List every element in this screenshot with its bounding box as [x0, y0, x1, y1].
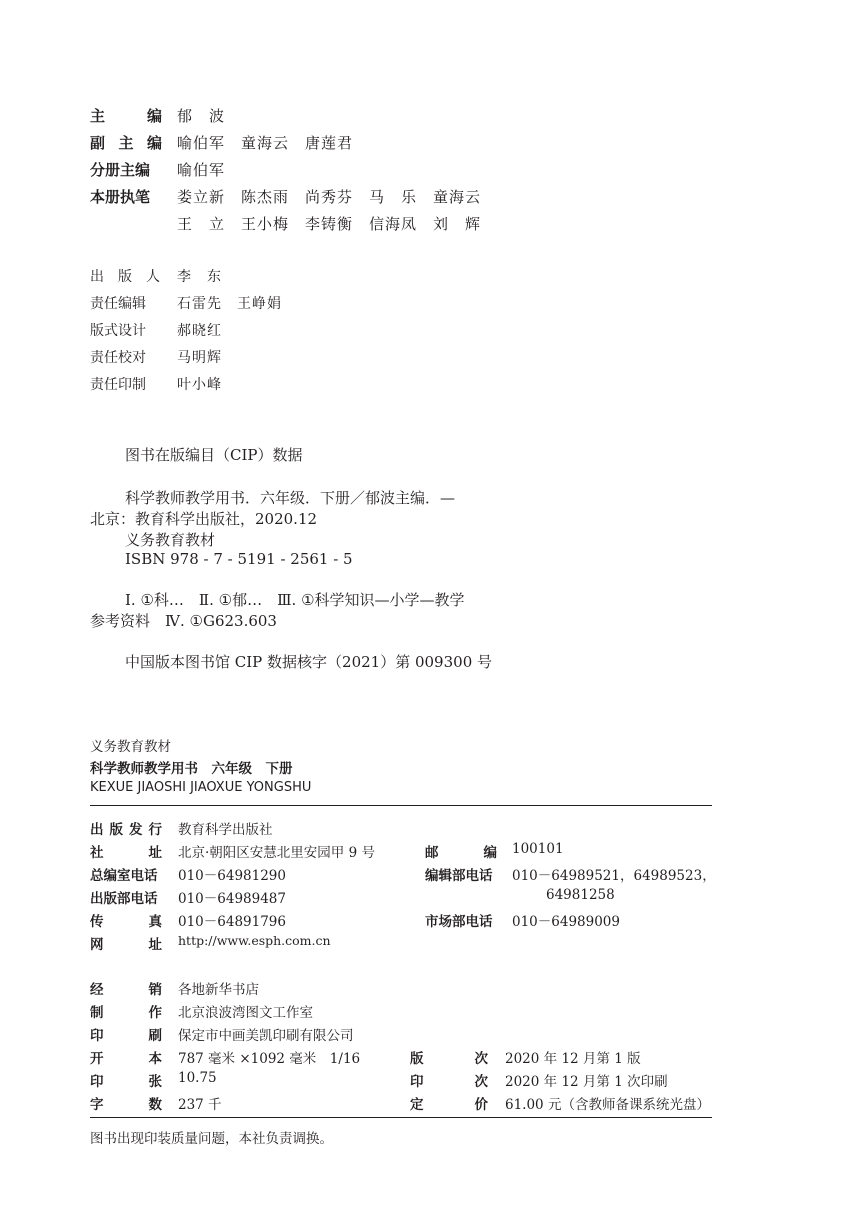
staff-names-proofreader: 马明辉 [177, 350, 222, 366]
credit-role-deputy-editor: 副 主 编 [90, 134, 162, 152]
book-series: 义务教育教材 [90, 739, 171, 755]
address-value: 北京·朝阳区安慧北里安园甲 9 号 [178, 845, 375, 861]
pub-dept-tel-value: 010－64989487 [178, 891, 286, 907]
cip-line-1: 科学教师教学用书．六年级．下册／郁波主编．— [125, 489, 456, 507]
fax-label: 传 真 [90, 914, 162, 930]
impression-value: 2020 年 12 月第 1 次印刷 [505, 1074, 668, 1090]
postcode-value: 100101 [512, 841, 564, 857]
edition-label: 版 次 [410, 1051, 488, 1067]
staff-names-editor: 石雷先 王峥娟 [177, 296, 282, 312]
postcode-label: 邮 编 [425, 845, 497, 861]
impression-label: 印 次 [410, 1074, 488, 1090]
address-label: 社 址 [90, 845, 162, 861]
credit-role-chief-editor: 主 编 [90, 107, 162, 125]
staff-names-printing: 叶小峰 [177, 377, 222, 393]
staff-role-publisher: 出 版 人 [90, 269, 160, 285]
staff-role-layout: 版式设计 [90, 323, 146, 339]
book-title: 科学教师教学用书 六年级 下册 [90, 761, 293, 777]
pub-dept-tel-label: 出版部电话 [90, 891, 158, 907]
credit-names-deputy-editor: 喻伯军 童海云 唐莲君 [177, 134, 354, 152]
cip-line-6: 参考资料 Ⅳ. ①G623.603 [90, 612, 277, 630]
staff-names-layout: 郝晓红 [177, 323, 222, 339]
price-value: 61.00 元（含教师备课系统光盘） [505, 1097, 710, 1113]
print-value: 保定市中画美凯印刷有限公司 [178, 1028, 354, 1044]
credit-names-authors-line1: 娄立新 陈杰雨 尚秀芬 马 乐 童海云 [177, 188, 482, 206]
cip-line-3: 义务教育教材 [125, 531, 216, 549]
publish-label: 出 版 发 行 [90, 822, 162, 838]
footer-notice: 图书出现印装质量问题，本社负责调换。 [90, 1131, 333, 1147]
market-tel-value: 010－64989009 [512, 914, 620, 930]
credit-role-volume-editor: 分册主编 [90, 161, 151, 179]
edition-value: 2020 年 12 月第 1 版 [505, 1051, 641, 1067]
publish-value: 教育科学出版社 [178, 822, 273, 838]
price-label: 定 价 [410, 1097, 488, 1113]
format-label: 开 本 [90, 1051, 162, 1067]
sheets-label: 印 张 [90, 1074, 162, 1090]
cip-line-5: Ⅰ. ①科… Ⅱ. ①郁… Ⅲ. ①科学知识—小学—教学 [125, 591, 465, 609]
office-tel-label: 总编室电话 [90, 868, 158, 884]
dist-label: 经 销 [90, 982, 162, 998]
book-pinyin: KEXUE JIAOSHI JIAOXUE YONGSHU [90, 780, 312, 795]
divider-top [90, 805, 712, 806]
print-label: 印 刷 [90, 1028, 162, 1044]
words-label: 字 数 [90, 1097, 162, 1113]
market-tel-label: 市场部电话 [425, 914, 493, 930]
credit-names-volume-editor: 喻伯军 [177, 161, 226, 179]
make-value: 北京浪波湾图文工作室 [178, 1005, 313, 1021]
staff-names-publisher: 李 东 [177, 269, 222, 285]
divider-bottom [90, 1117, 712, 1118]
web-value[interactable]: http://www.esph.com.cn [178, 933, 331, 948]
words-value: 237 千 [178, 1097, 222, 1113]
editorial-tel-value-2: 64981258 [546, 887, 615, 903]
staff-role-proofreader: 责任校对 [90, 350, 146, 366]
web-label: 网 址 [90, 937, 162, 953]
cip-line-7: 中国版本图书馆 CIP 数据核字（2021）第 009300 号 [125, 653, 493, 671]
staff-role-editor: 责任编辑 [90, 296, 146, 312]
sheets-value: 10.75 [178, 1070, 217, 1086]
office-tel-value: 010－64981290 [178, 868, 286, 884]
credit-names-chief-editor: 郁 波 [177, 107, 226, 125]
format-value: 787 毫米 ×1092 毫米 1/16 [178, 1051, 361, 1067]
credit-names-authors-line2: 王 立 王小梅 李铸衡 信海凤 刘 辉 [177, 215, 482, 233]
cip-line-2: 北京：教育科学出版社，2020.12 [90, 510, 318, 528]
fax-value: 010－64891796 [178, 914, 286, 930]
editorial-tel-label: 编辑部电话 [425, 868, 493, 884]
staff-role-printing: 责任印制 [90, 377, 146, 393]
cip-line-4: ISBN 978 - 7 - 5191 - 2561 - 5 [125, 550, 353, 568]
cip-heading: 图书在版编目（CIP）数据 [125, 446, 303, 464]
credit-role-authors: 本册执笔 [90, 188, 151, 206]
dist-value: 各地新华书店 [178, 982, 259, 998]
editorial-tel-value: 010－64989521，64989523， [512, 868, 716, 884]
make-label: 制 作 [90, 1005, 162, 1021]
